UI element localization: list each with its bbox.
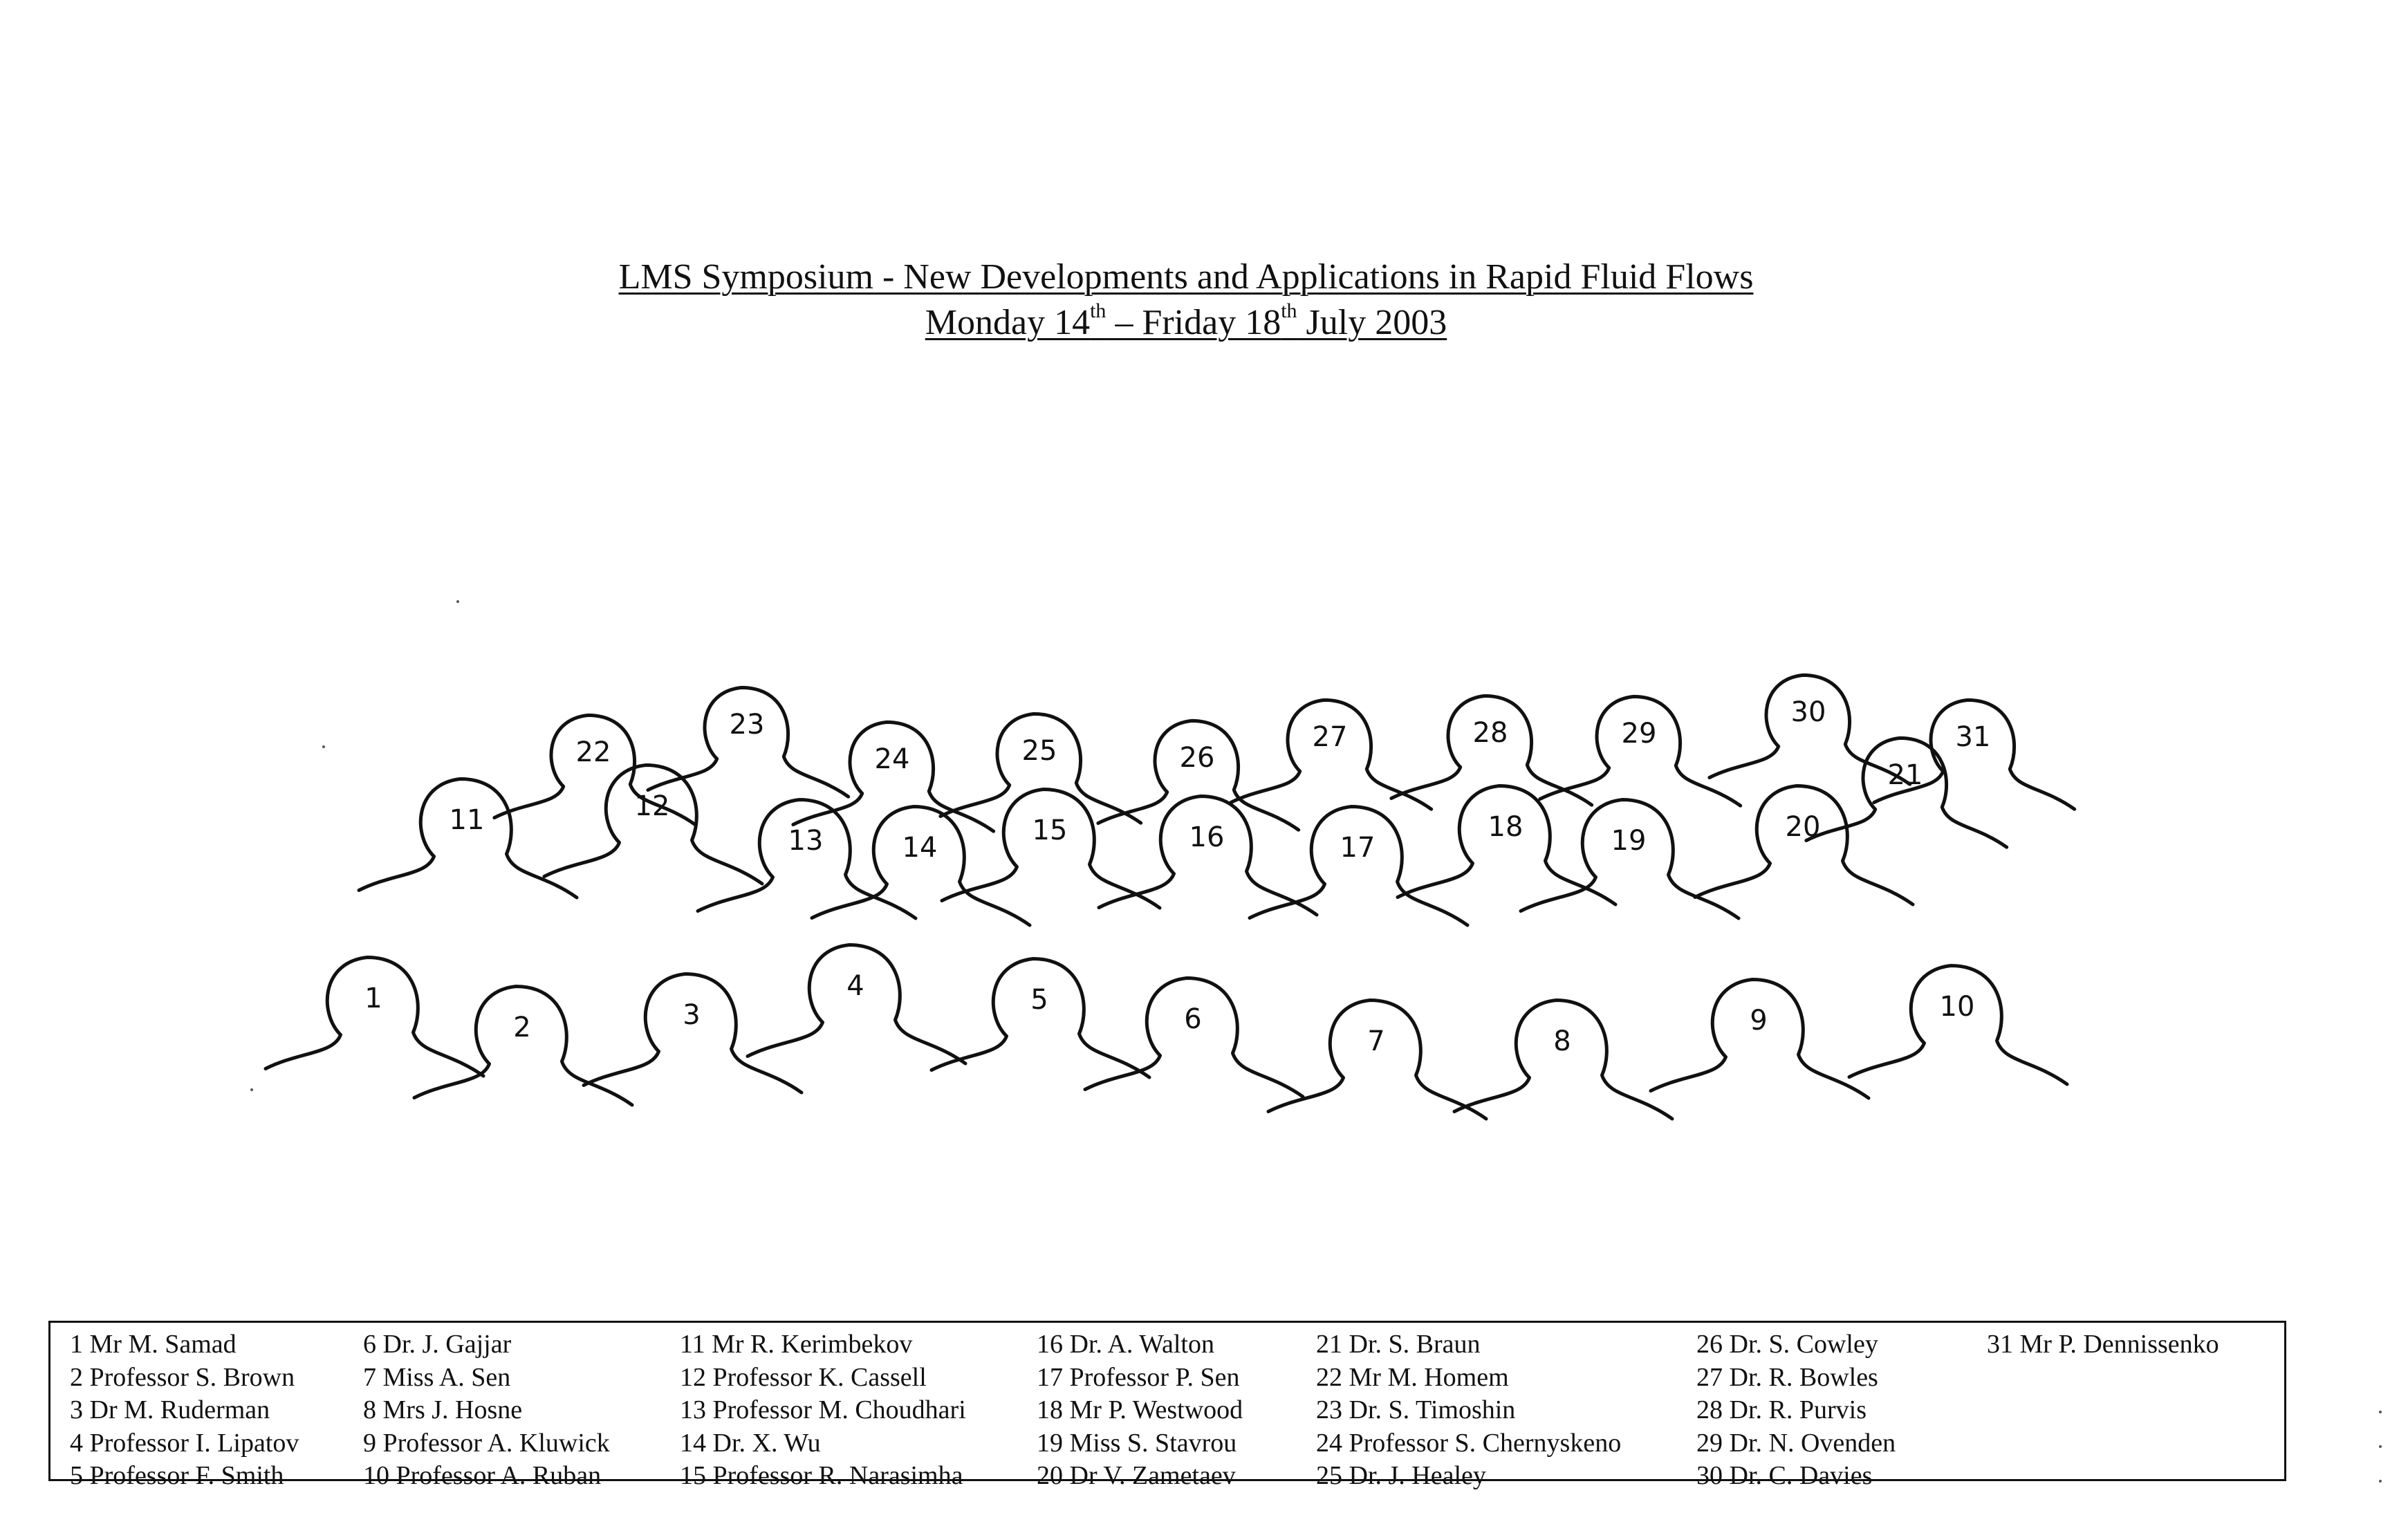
head-outline-shape <box>1268 1001 1486 1119</box>
title-line-1: LMS Symposium - New Developments and Applications in Rapid Fluid Flows <box>618 257 1754 297</box>
head-outline-shape <box>648 687 849 797</box>
legend-entry: 8 Mrs J. Hosne <box>363 1395 523 1424</box>
head-number-label: 19 <box>1611 825 1647 857</box>
person-head-outline <box>1098 721 1299 830</box>
legend-entry: 16 Dr. A. Walton <box>1037 1330 1214 1359</box>
person-head-outline <box>941 714 1141 823</box>
head-number-label: 2 <box>513 1012 531 1043</box>
head-number-label: 6 <box>1184 1003 1202 1035</box>
head-outline-shape <box>932 959 1149 1078</box>
scan-speck <box>250 1088 253 1091</box>
head-outline-shape <box>941 714 1141 823</box>
legend-entry: 21 Dr. S. Braun <box>1316 1330 1481 1359</box>
scan-speck <box>456 600 459 603</box>
person-head-outline <box>1250 807 1467 926</box>
legend-entry: 23 Dr. S. Timoshin <box>1316 1395 1516 1424</box>
legend-entry: 15 Professor R. Narasimha <box>680 1461 963 1490</box>
person-head-outline <box>494 715 695 824</box>
person-head-outline <box>942 790 1160 909</box>
legend-column-7 <box>1987 1328 2219 1362</box>
legend-entry: 11 Mr R. Kerimbekov <box>680 1330 913 1359</box>
title-date-end: July 2003 <box>1297 303 1447 342</box>
head-number-label: 28 <box>1472 717 1508 749</box>
head-outline-shape <box>748 945 965 1064</box>
head-outline-shape <box>1651 980 1869 1099</box>
legend-entry: 22 Mr M. Homem <box>1316 1362 1509 1392</box>
head-number-label: 1 <box>364 983 382 1014</box>
head-number-label: 29 <box>1621 718 1657 750</box>
head-number-label: 12 <box>634 790 670 822</box>
person-head-outline <box>1695 786 1913 905</box>
head-outline-shape <box>544 765 762 884</box>
head-outline-shape <box>1540 696 1741 806</box>
legend-entry: 13 Professor M. Choudhari <box>680 1395 966 1424</box>
legend-entry: 3 Dr M. Ruderman <box>70 1395 270 1424</box>
title-date-middle: – Friday 18 <box>1106 303 1281 342</box>
legend-entry: 2 Professor S. Brown <box>70 1362 295 1392</box>
head-outline-shape <box>1874 700 2075 809</box>
head-outline-shape <box>1099 797 1317 916</box>
legend-entry: 14 Dr. X. Wu <box>680 1428 821 1458</box>
head-number-label: 25 <box>1021 735 1057 767</box>
head-outline-shape <box>266 958 483 1077</box>
head-outline-shape <box>1521 800 1739 919</box>
legend-entry: 9 Professor A. Kluwick <box>363 1428 610 1458</box>
head-outline-shape <box>1695 786 1913 905</box>
head-number-label: 14 <box>902 832 938 864</box>
person-head-outline <box>1710 675 1910 784</box>
head-number-label: 3 <box>683 999 701 1031</box>
legend-entry: 31 Mr P. Dennissenko <box>1987 1330 2219 1359</box>
legend-entry: 26 Dr. S. Cowley <box>1696 1330 1878 1359</box>
person-head-outline <box>1268 1001 1486 1119</box>
legend-entry: 1 Mr M. Samad <box>70 1330 237 1359</box>
person-head-outline <box>1099 797 1317 916</box>
legend-entry: 10 Professor A. Ruban <box>363 1461 602 1490</box>
head-number-label: 26 <box>1179 742 1215 774</box>
legend-entry: 17 Professor P. Sen <box>1037 1362 1240 1392</box>
legend-entry: 27 Dr. R. Bowles <box>1696 1362 1878 1392</box>
legend-column-1 <box>70 1328 299 1493</box>
legend-entry: 25 Dr. J. Healey <box>1316 1461 1486 1490</box>
scan-speck <box>322 745 325 748</box>
legend-entry: 5 Professor F. Smith <box>70 1461 284 1490</box>
person-head-outline <box>1521 800 1739 919</box>
legend-column-4 <box>1037 1328 1243 1493</box>
legend-entry: 20 Dr V. Zametaev <box>1037 1461 1236 1490</box>
legend-column-5 <box>1316 1328 1621 1493</box>
head-outline-shape <box>1085 978 1303 1097</box>
legend-column-2 <box>363 1328 610 1493</box>
head-number-label: 18 <box>1488 811 1523 843</box>
head-number-label: 16 <box>1189 821 1225 853</box>
person-head-outline <box>932 959 1149 1078</box>
title-date-start: Monday 14 <box>925 303 1091 342</box>
head-number-label: 7 <box>1367 1025 1385 1057</box>
person-head-outline <box>1085 978 1303 1097</box>
head-outline-shape <box>414 987 632 1106</box>
person-head-outline <box>1454 1001 1672 1119</box>
legend-entry: 29 Dr. N. Ovenden <box>1696 1428 1896 1458</box>
head-outline-shape <box>1454 1001 1672 1119</box>
head-number-label: 23 <box>729 709 765 741</box>
legend-column-6 <box>1696 1328 1896 1493</box>
head-number-label: 31 <box>1955 721 1991 753</box>
person-head-outline <box>1540 696 1741 806</box>
head-number-label: 30 <box>1790 696 1826 728</box>
head-number-label: 11 <box>449 804 485 836</box>
scan-speck <box>2379 1445 2382 1448</box>
head-outline-shape <box>1098 721 1299 830</box>
head-outline-shape <box>494 715 695 824</box>
head-number-label: 15 <box>1032 815 1068 846</box>
head-outline-shape <box>942 790 1160 909</box>
person-head-outline <box>1651 980 1869 1099</box>
legend-entry: 28 Dr. R. Purvis <box>1696 1395 1867 1424</box>
person-head-outline <box>359 779 577 898</box>
name-legend <box>48 1321 2286 1490</box>
legend-entry: 7 Miss A. Sen <box>363 1362 511 1392</box>
head-outline-shape <box>359 779 577 898</box>
person-head-outline <box>1849 966 2067 1085</box>
legend-entry: 18 Mr P. Westwood <box>1037 1395 1243 1424</box>
scan-speck <box>2379 1411 2382 1413</box>
legend-entry: 4 Professor I. Lipatov <box>70 1428 299 1458</box>
head-outline-shape <box>584 974 802 1093</box>
person-head-outline <box>266 958 483 1077</box>
person-head-outline <box>1874 700 2075 809</box>
head-number-label: 9 <box>1750 1005 1768 1037</box>
legend-entry: 12 Professor K. Cassell <box>680 1362 927 1392</box>
person-head-outline <box>414 987 632 1106</box>
person-head-outline <box>584 974 802 1093</box>
title-superscript-2: th <box>1281 299 1297 322</box>
head-number-label: 24 <box>874 743 910 775</box>
person-head-outline <box>648 687 849 797</box>
scan-speck <box>2379 1480 2382 1483</box>
legend-entry: 6 Dr. J. Gajjar <box>363 1330 512 1359</box>
legend-entry: 30 Dr. C. Davies <box>1696 1461 1873 1490</box>
head-number-label: 27 <box>1312 721 1348 753</box>
head-number-label: 22 <box>575 736 611 768</box>
head-number-label: 4 <box>846 970 864 1002</box>
title-superscript-1: th <box>1090 299 1106 322</box>
head-number-label: 20 <box>1785 811 1821 843</box>
head-number-label: 5 <box>1030 984 1048 1016</box>
head-number-label: 10 <box>1939 991 1975 1023</box>
head-outline-shape <box>1849 966 2067 1085</box>
legend-column-3 <box>680 1328 966 1493</box>
head-number-label: 21 <box>1887 759 1923 791</box>
head-outline-shape <box>1250 807 1467 926</box>
legend-entry: 24 Professor S. Chernyskeno <box>1316 1428 1622 1458</box>
head-number-label: 17 <box>1340 832 1376 864</box>
head-number-label: 13 <box>788 825 824 857</box>
person-head-outline <box>544 765 762 884</box>
head-outline-shape <box>1710 675 1910 784</box>
person-head-outline <box>748 945 965 1064</box>
head-number-label: 8 <box>1553 1025 1571 1057</box>
legend-entry: 19 Miss S. Stavrou <box>1037 1428 1237 1458</box>
